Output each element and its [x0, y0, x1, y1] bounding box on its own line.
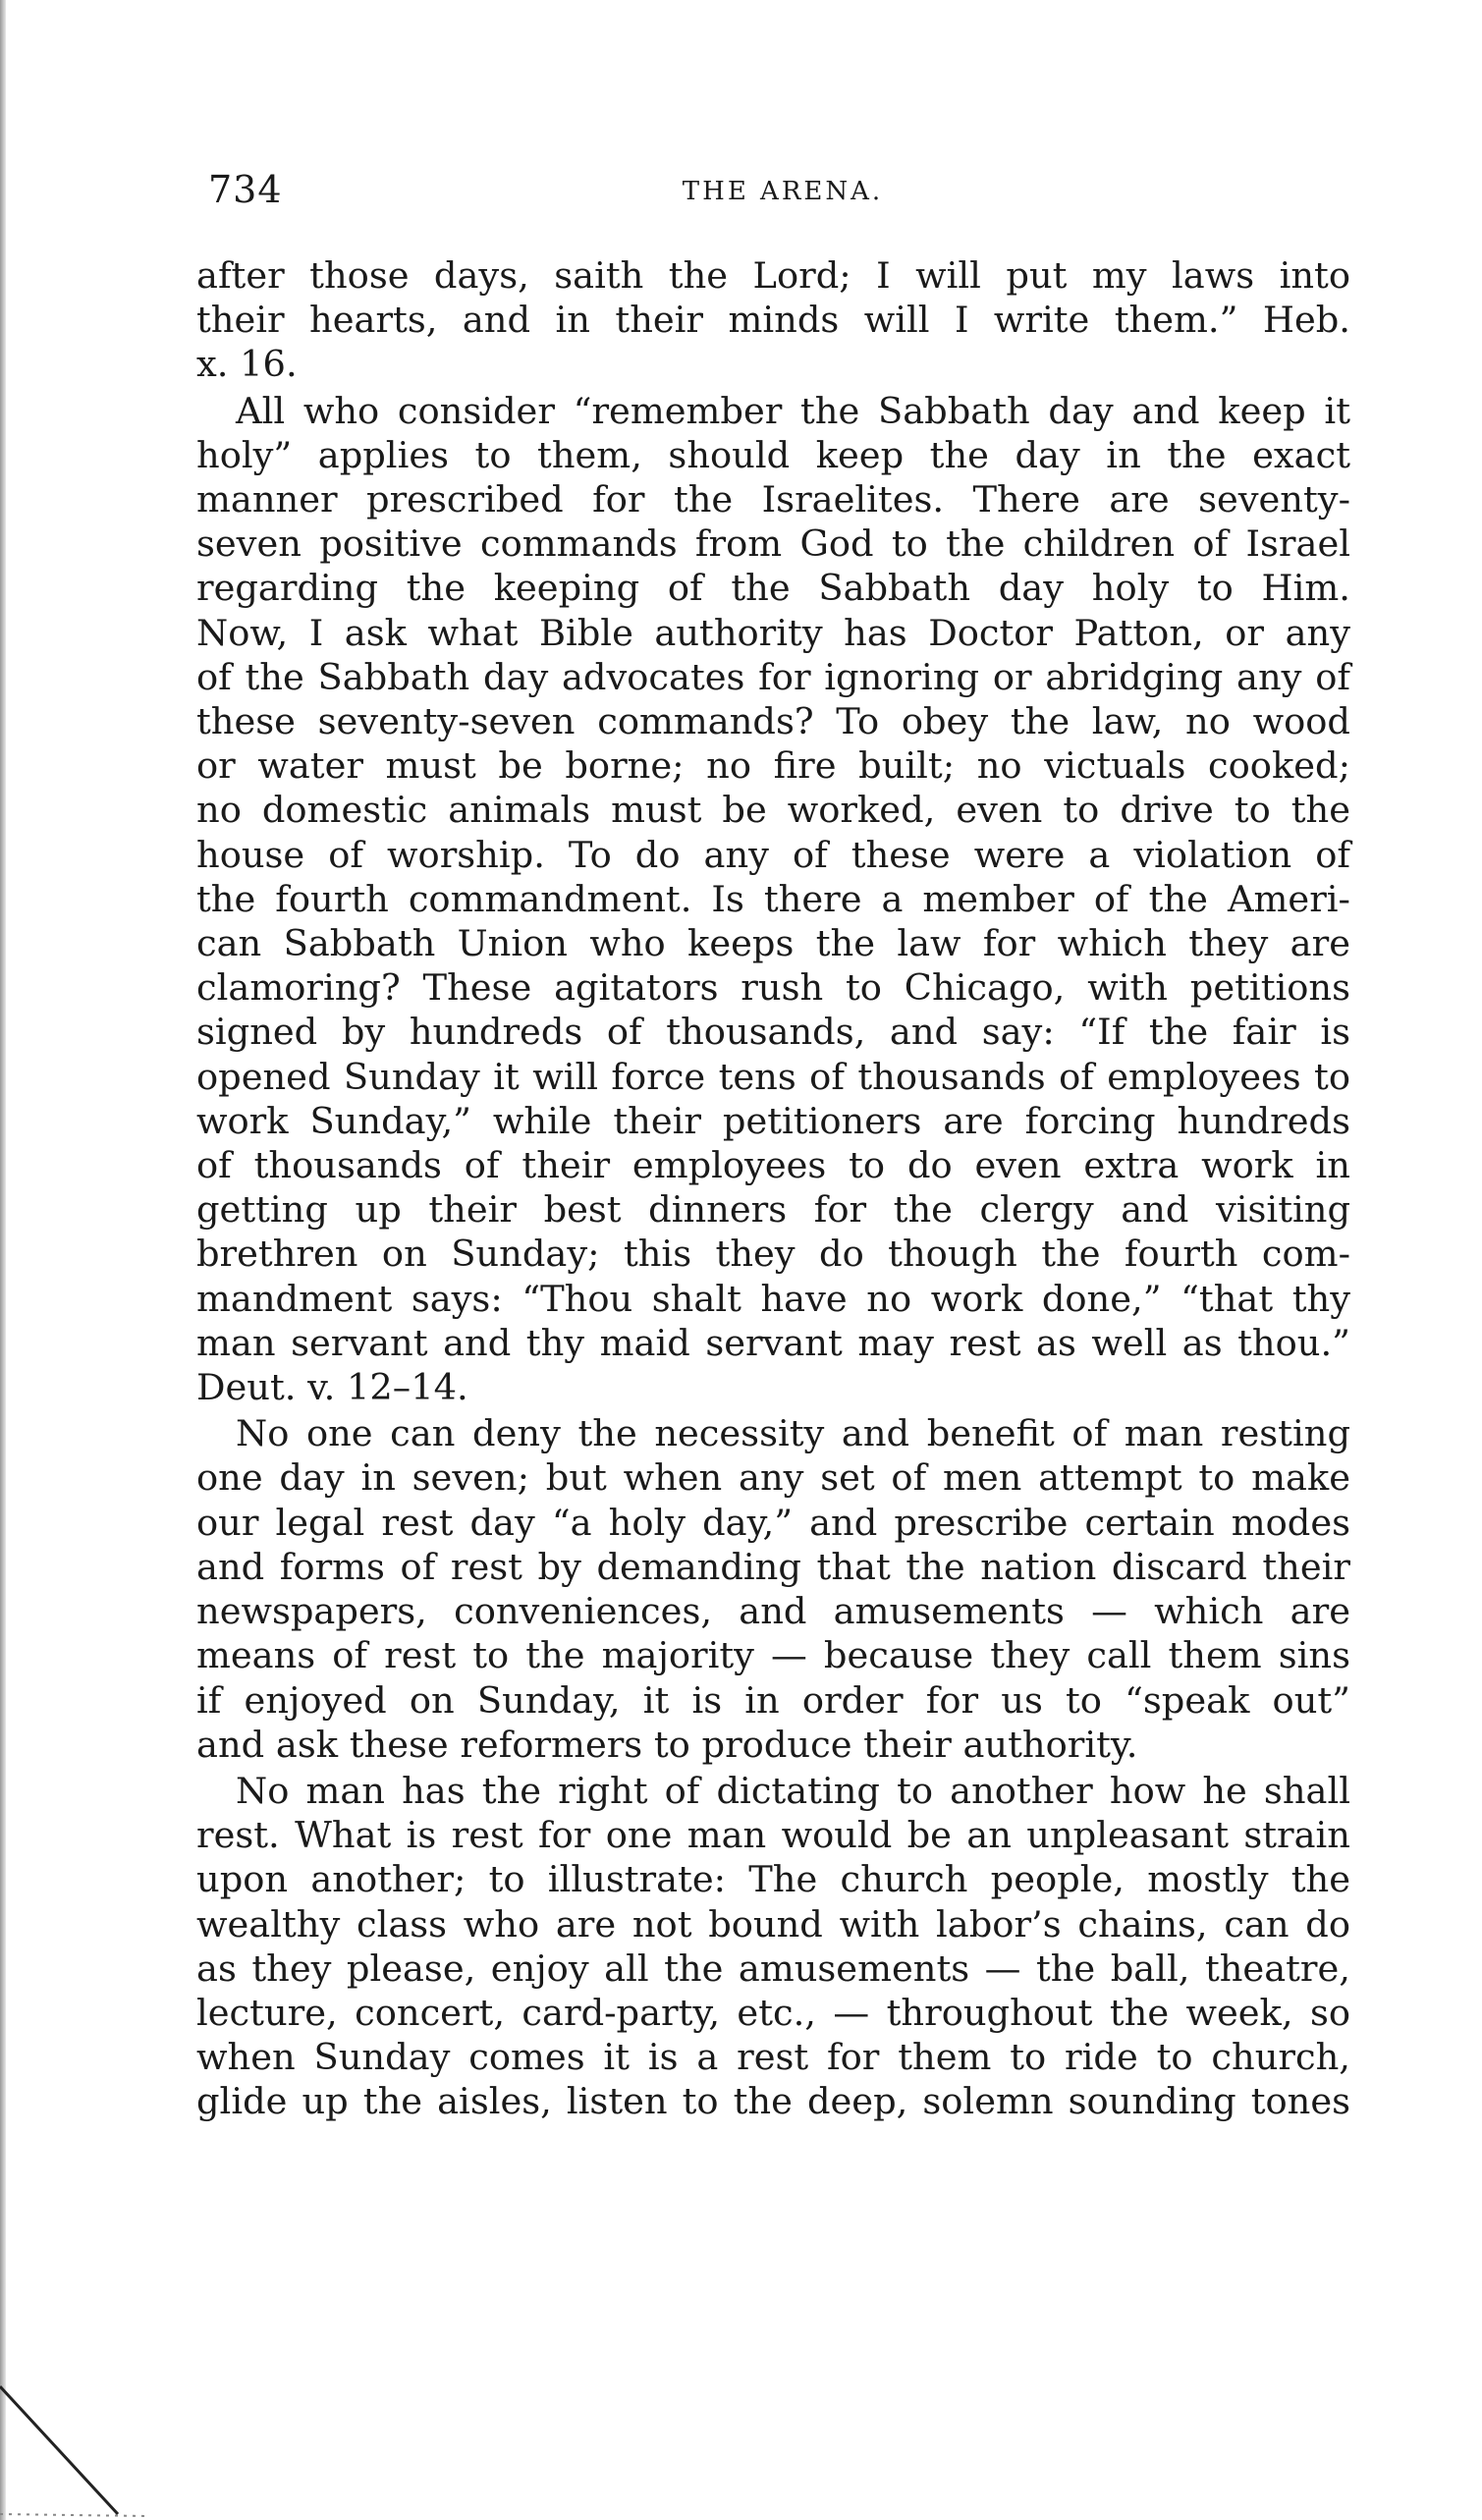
- text-line: after those days, saith the Lord; I will put my laws into: [196, 254, 1350, 297]
- text-line: x. 16.: [196, 343, 298, 386]
- text-line: No man has the right of dictating to another how he shall: [236, 1769, 1350, 1812]
- body-text: [196, 253, 1350, 2126]
- paragraph: [196, 1411, 1350, 1767]
- text-line: wealthy class who are not bound with labor’s chains, can do: [196, 1902, 1350, 1945]
- text-line: the fourth commandment. Is there a member of the Ameri-: [196, 877, 1350, 920]
- page-corner-fold-mark: [0, 2367, 157, 2520]
- text-line: brethren on Sunday; this they do though the fourth com-: [196, 1233, 1350, 1276]
- text-line: All who consider “remember the Sabbath day and keep it: [236, 389, 1350, 432]
- journal-title: THE ARENA.: [682, 177, 884, 206]
- text-line: Deut. v. 12–14.: [196, 1366, 468, 1409]
- text-line: man servant and thy maid servant may rest as well as thou.”: [196, 1321, 1350, 1364]
- text-line: signed by hundreds of thousands, and say: “If the fair is: [196, 1011, 1350, 1054]
- text-line: when Sunday comes it is a rest for them to ride to church,: [196, 2036, 1350, 2079]
- text-line: of the Sabbath day advocates for ignoring or abridging any of: [196, 655, 1350, 698]
- page-number: 734: [208, 168, 283, 211]
- text-line: mandment says: “Thou shalt have no work done,” “that thy: [196, 1277, 1350, 1320]
- text-line: our legal rest day “a holy day,” and prescribe certain modes: [196, 1501, 1350, 1544]
- paragraph: [196, 253, 1350, 387]
- text-line: can Sabbath Union who keeps the law for which they are: [196, 922, 1350, 965]
- paragraph: [196, 1769, 1350, 2124]
- text-line: clamoring? These agitators rush to Chicago, with petitions: [196, 966, 1350, 1010]
- text-line: upon another; to illustrate: The church people, mostly the: [196, 1858, 1350, 1901]
- text-line: manner prescribed for the Israelites. There are seventy-: [196, 478, 1350, 521]
- text-line: and forms of rest by demanding that the nation discard their: [196, 1545, 1350, 1588]
- text-line: work Sunday,” while their petitioners are forcing hundreds: [196, 1099, 1350, 1142]
- text-line: lecture, concert, card-party, etc., — throughout the week, so: [196, 1991, 1350, 2034]
- text-line: these seventy-seven commands? To obey the law, no wood: [196, 700, 1350, 743]
- paragraph: [196, 389, 1350, 1410]
- text-line: holy” applies to them, should keep the day in the exact: [196, 433, 1350, 476]
- running-head: [208, 165, 1357, 214]
- text-line: one day in seven; but when any set of men attempt to make: [196, 1456, 1350, 1500]
- text-line: their hearts, and in their minds will I write them.” Heb.: [196, 299, 1350, 342]
- text-line: regarding the keeping of the Sabbath day holy to Him.: [196, 567, 1350, 610]
- text-line: means of rest to the majority — because they call them sins: [196, 1634, 1350, 1677]
- text-line: if enjoyed on Sunday, it is in order for us to “speak out”: [196, 1678, 1350, 1722]
- text-line: as they please, enjoy all the amusements — the ball, theatre,: [196, 1946, 1350, 1990]
- text-line: opened Sunday it will force tens of thousands of employees to: [196, 1055, 1350, 1098]
- text-line: seven positive commands from God to the children of Israel: [196, 522, 1350, 566]
- text-line: of thousands of their employees to do even extra work in: [196, 1144, 1350, 1187]
- text-line: No one can deny the necessity and benefit of man resting: [236, 1412, 1350, 1455]
- text-line: house of worship. To do any of these were a violation of: [196, 833, 1350, 876]
- text-line: and ask these reformers to produce their authority.: [196, 1723, 1138, 1766]
- text-line: getting up their best dinners for the clergy and visiting: [196, 1188, 1350, 1232]
- text-line: Now, I ask what Bible authority has Doctor Patton, or any: [196, 611, 1350, 654]
- text-line: newspapers, conveniences, and amusements — which are: [196, 1590, 1350, 1633]
- text-line: no domestic animals must be worked, even to drive to the: [196, 789, 1350, 832]
- page-binding-edge: [0, 0, 6, 2520]
- text-line: glide up the aisles, listen to the deep, solemn sounding tones: [196, 2080, 1350, 2123]
- text-line: or water must be borne; no fire built; no victuals cooked;: [196, 744, 1350, 788]
- text-line: rest. What is rest for one man would be an unpleasant strain: [196, 1814, 1350, 1857]
